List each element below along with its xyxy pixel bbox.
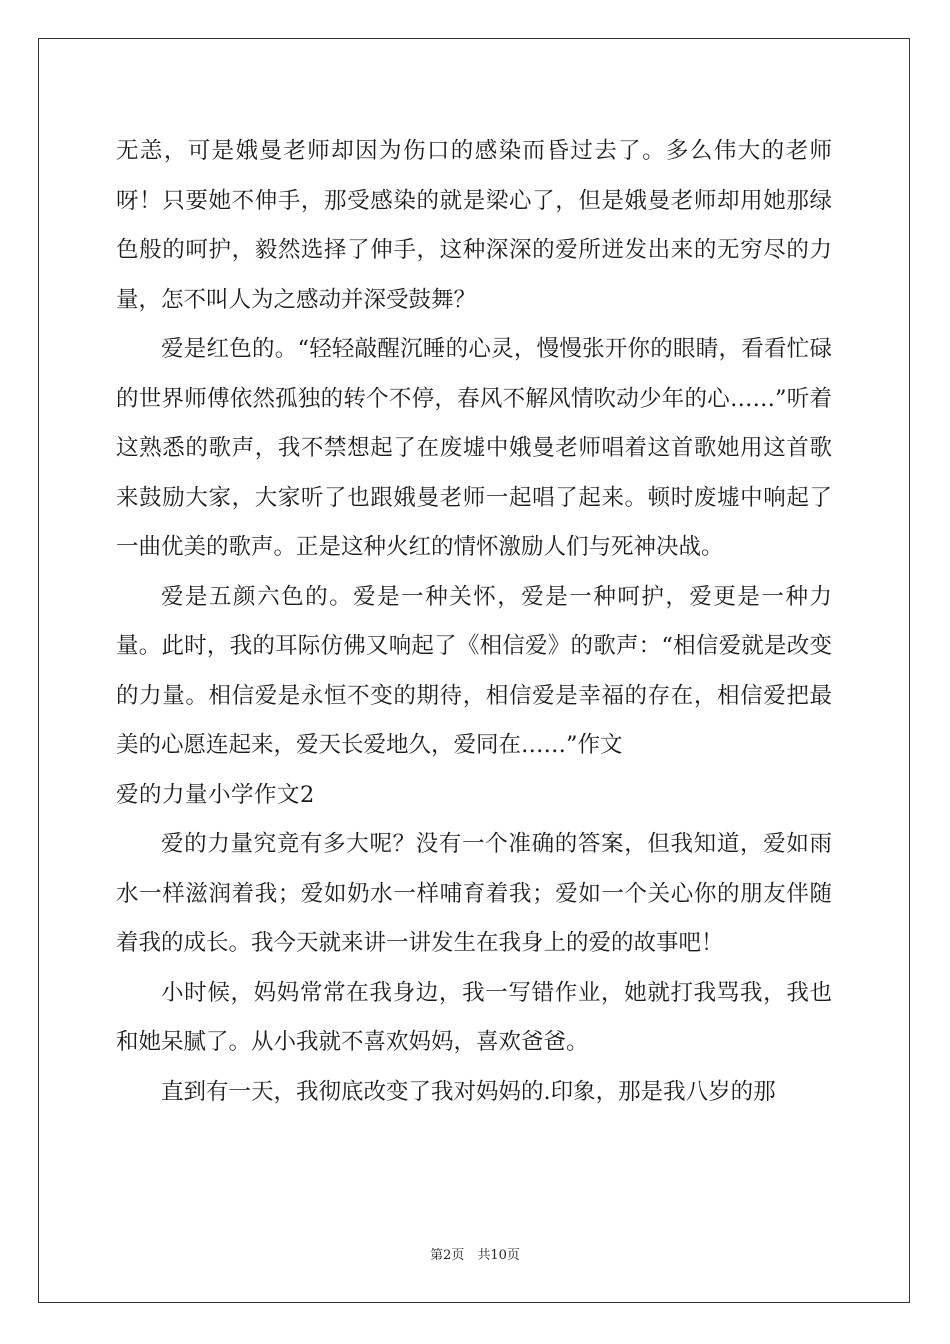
section-title: 爱的力量小学作文2 — [116, 781, 315, 808]
paragraph-6: 小时候，妈妈常常在我身边，我一写错作业，她就打我骂我，我也和她呆腻了。从小我就不喜欢妈妈，喜欢爸爸。 — [116, 979, 832, 1055]
paragraph-1: 无恙，可是娥曼老师却因为伤口的感染而昏过去了。多么伟大的老师呀！只要她不伸手，那受感染的就是梁心了，但是娥曼老师却用她那绿色般的呵护，毅然选择了伸手，这种深深的爱所迸发出来的无穷尽的力量，怎不叫人为之感动并深受鼓舞？ — [116, 138, 832, 313]
paragraph-3: 爱是五颜六色的。爱是一种关怀，爱是一种呵护，爱更是一种力量。此时，我的耳际仿佛又响起了《相信爱》的歌声：“相信爱就是改变的力量。相信爱是永恒不变的期待，相信爱是幸福的存在，相信爱把最美的心愿连起来，爱天长爱地久，爱同在……”作文 — [116, 583, 832, 758]
document-body — [116, 127, 832, 1117]
paragraph-5: 爱的力量究竟有多大呢？没有一个准确的答案，但我知道，爱如雨水一样滋润着我；爱如奶水一样哺育着我；爱如一个关心你的朋友伴随着我的成长。我今天就来讲一讲发生在我身上的爱的故事吧！ — [116, 831, 832, 956]
paragraph-2: 爱是红色的。“轻轻敲醒沉睡的心灵，慢慢张开你的眼睛，看看忙碌的世界师傅依然孤独的转个不停，春风不解风情吹动少年的心……”听着这熟悉的歌声，我不禁想起了在废墟中娥曼老师唱着这首歌她用这首歌来鼓励大家，大家听了也跟娥曼老师一起唱了起来。顿时废墟中响起了一曲优美的歌声。正是这种火红的情怀激励人们与死神决战。 — [116, 336, 832, 560]
page-number-footer: 第2页 共10页 — [430, 1248, 520, 1263]
paragraph-7: 直到有一天，我彻底改变了我对妈妈的.印象，那是我八岁的那 — [161, 1078, 776, 1105]
